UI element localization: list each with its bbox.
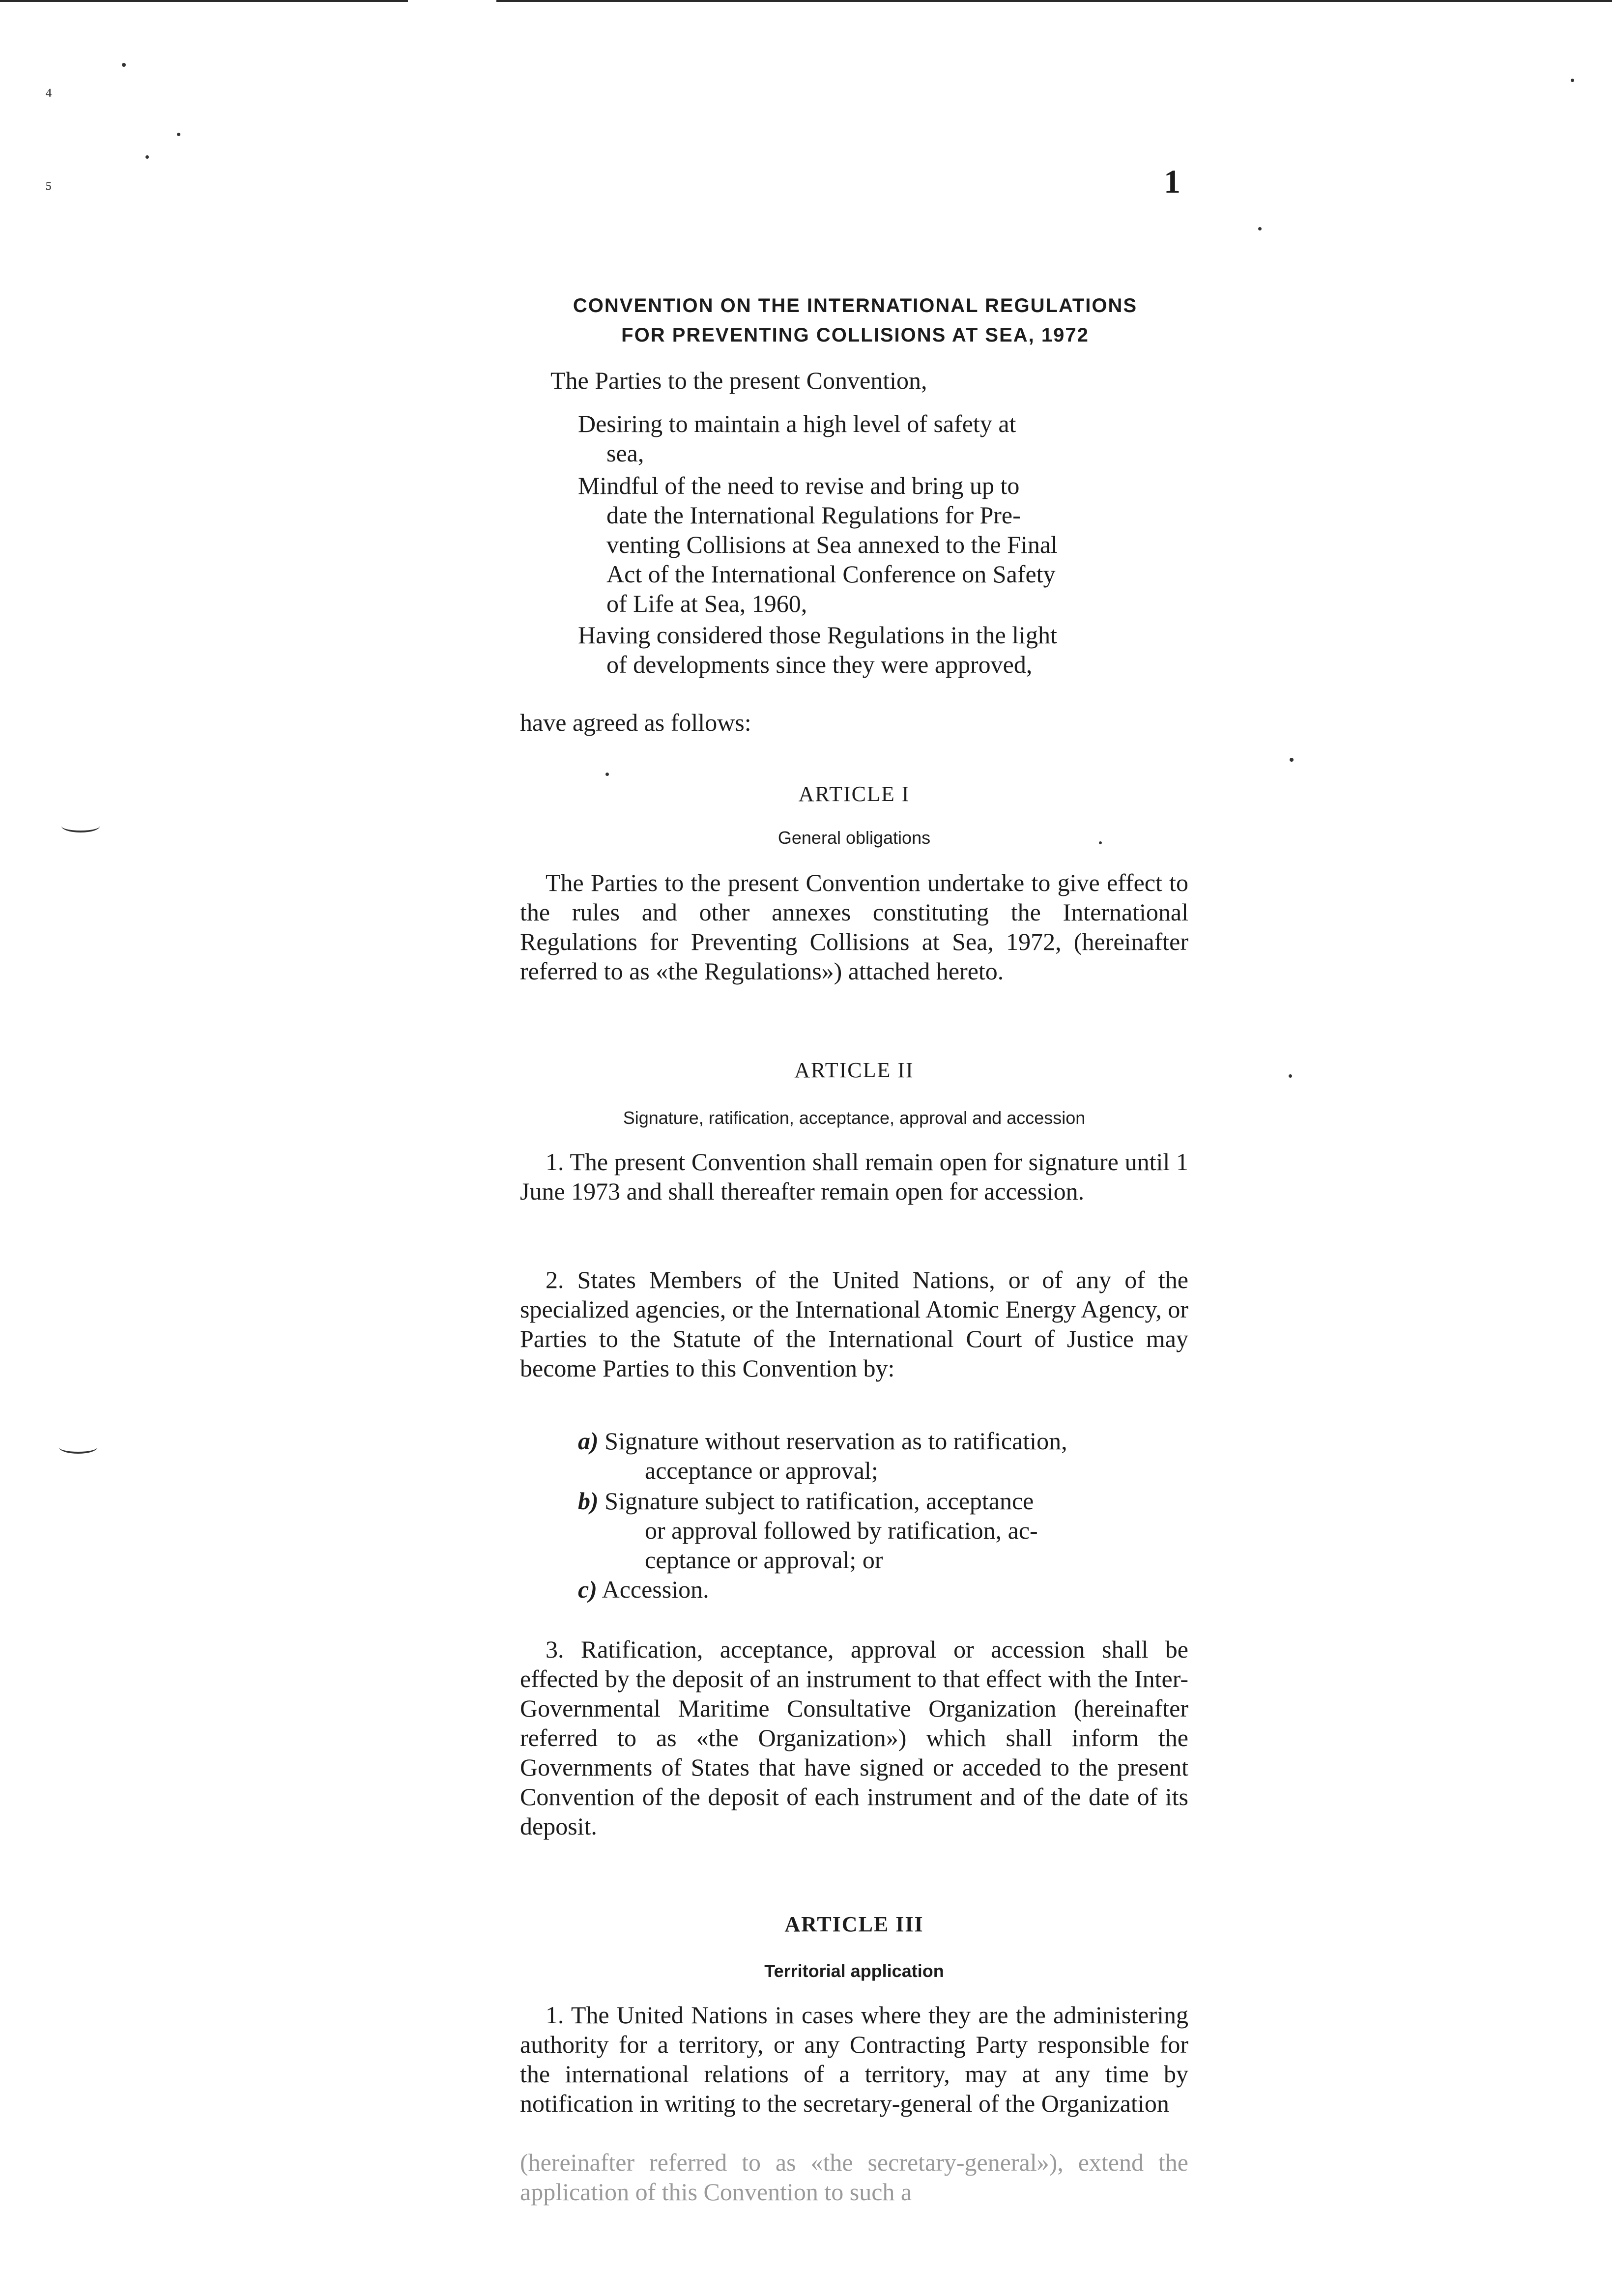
recital-line: date the International Regulations for Pre- [606, 501, 1021, 529]
article-2-subheading: Signature, ratification, acceptance, approval and accession [623, 1108, 1086, 1128]
article-1-subheading: General obligations [777, 828, 931, 848]
article-2-paragraph-1: 1. The present Convention shall remain open for signature until 1 June 1973 and shall thereafter remain open for accession. [520, 1148, 1188, 1205]
scan-speck [1571, 79, 1574, 82]
page-number: 1 [1164, 163, 1180, 200]
scan-speck [1258, 227, 1262, 230]
scan-speck [145, 155, 149, 159]
scan-top-rule [496, 0, 1612, 2]
recital-line: Having considered those Regulations in the light [578, 621, 1057, 649]
document-title [550, 291, 1160, 350]
scan-speck [177, 133, 180, 136]
list-item-b [578, 1486, 1187, 1575]
recital-line: Desiring to maintain a high level of safety at [578, 410, 1016, 437]
article-3-subheading: Territorial application [764, 1961, 944, 1981]
binder-hole-mark [61, 820, 100, 832]
scan-speck [605, 773, 609, 776]
scan-speck [122, 63, 126, 67]
list-item-text: Signature without reservation as to ratification, [604, 1427, 1067, 1455]
title-line: CONVENTION ON THE INTERNATIONAL REGULATIONS [573, 295, 1138, 316]
list-item-text: Signature subject to ratification, acceptance [604, 1487, 1034, 1515]
margin-mark: ⁵ [45, 177, 52, 200]
article-3-paragraph-1: 1. The United Nations in cases where they are the administering authority for a territory, or any Contracting Party responsible for the international relations of a territory, may at any time by notification in writing to the secretary-general of the Organization [520, 2001, 1188, 2117]
article-1-text: The Parties to the present Convention undertake to give effect to the rules and other annexes constituting the International Regulations for Preventing Collisions at Sea, 1972, (hereinafter referred to as «the Regulations») attached hereto. [520, 869, 1188, 985]
list-item-text: Accession. [602, 1576, 709, 1603]
scan-speck [1290, 758, 1294, 762]
recital-line: sea, [606, 439, 644, 467]
recital-line: of developments since they were approved, [606, 651, 1033, 678]
recital-desiring [578, 409, 1187, 468]
recital-mindful [578, 471, 1187, 618]
recital-line: Mindful of the need to revise and bring up to [578, 472, 1020, 499]
article-2-heading: ARTICLE II [794, 1058, 914, 1082]
list-item-a [578, 1426, 1187, 1485]
title-line: FOR PREVENTING COLLISIONS AT SEA, 1972 [621, 324, 1089, 346]
list-marker: a) [578, 1427, 599, 1455]
preamble-closing: have agreed as follows: [520, 709, 751, 736]
article-2-paragraph-2: 2. States Members of the United Nations, or of any of the specialized agencies, or the International Atomic Energy Agency, or Parties to the Statute of the International Court of Justice may become Parties to this Convention by: [520, 1266, 1188, 1382]
scan-top-rule [0, 0, 408, 2]
recital-line: Act of the International Conference on Safety [606, 560, 1056, 588]
list-marker: b) [578, 1487, 599, 1515]
article-3-heading: ARTICLE III [784, 1912, 924, 1936]
article-1-heading: ARTICLE I [798, 782, 910, 806]
recital-having [578, 620, 1187, 679]
list-item-text: acceptance or approval; [645, 1457, 878, 1484]
list-item-c [578, 1575, 1187, 1604]
article-3-paragraph-1-faded: (hereinafter referred to as «the secretary-general»), extend the application of this Convention to such a [520, 2149, 1188, 2206]
scan-speck [1289, 1074, 1292, 1078]
recital-line: venting Collisions at Sea annexed to the Final [606, 531, 1058, 558]
list-item-text: or approval followed by ratification, ac- [645, 1517, 1038, 1544]
recital-line: of Life at Sea, 1960, [606, 590, 807, 617]
list-item-text: ceptance or approval; or [645, 1546, 883, 1574]
binder-hole-mark [59, 1441, 97, 1454]
margin-mark: ⁴ [45, 84, 52, 106]
article-2-paragraph-3: 3. Ratification, acceptance, approval or accession shall be effected by the deposit of an instrument to that effect with the Inter-Governmental Maritime Consultative Organization (hereinafter referred to as «the Organization») which shall inform the Governments of States that have signed or acceded to the present Convention of the deposit of each instrument and of the date of its deposit. [520, 1636, 1188, 1840]
list-marker: c) [578, 1576, 597, 1603]
preamble-intro: The Parties to the present Convention, [550, 367, 927, 394]
